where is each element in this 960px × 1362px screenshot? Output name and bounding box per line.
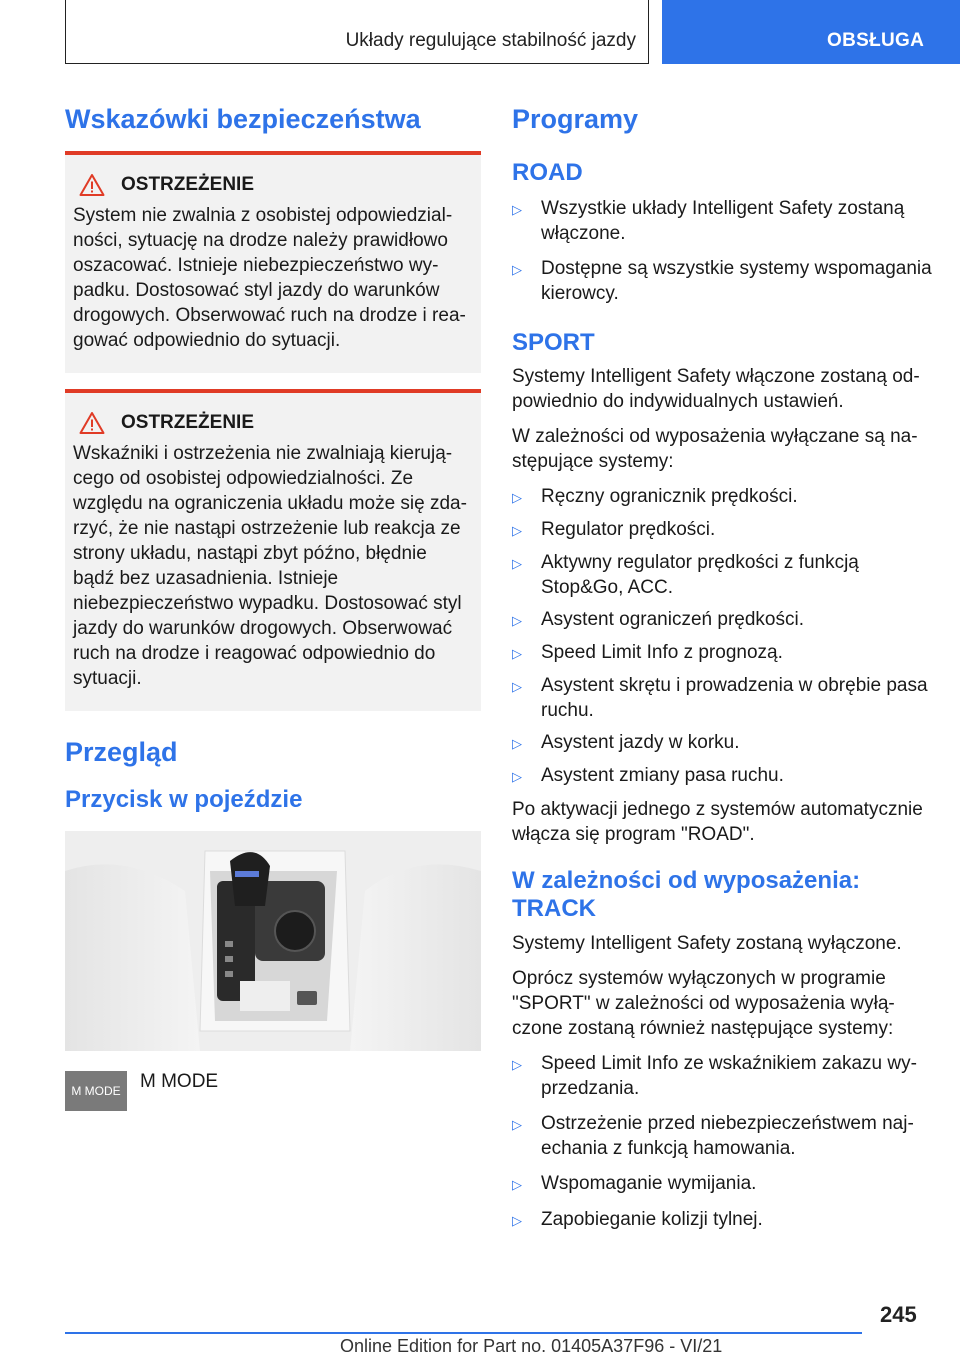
footer-edition: Online Edition for Part no. 01405A37F96 - VI/21 [340,1336,723,1356]
list-item: ▷ Regulator prędkości. [512,517,932,543]
center-console-photo [65,831,481,1051]
track-list [512,1051,932,1233]
track-paragraph-2: Oprócz systemów wyłączonych w programie "SPORT" w zależności od wyposażenia wyłączone zostaną również następujące systemy: [512,968,895,1039]
m-mode-button-icon: M MODE [65,1071,127,1111]
header-chapter-title: OBSŁUGA [827,30,925,51]
warning-heading-2 [79,409,473,437]
triangle-bullet-icon: ▷ [512,1177,522,1192]
header-chapter-tab [662,0,960,64]
sport-paragraph-3: Po aktywacji jednego z systemów automatycznie włącza się program "ROAD". [512,799,923,845]
track-paragraph-1: Systemy Intelligent Safety zostaną wyłączone. [512,933,902,954]
list-item: ▷ Ręczny ogranicznik prędkości. [512,484,932,510]
page-number: 245 [880,1302,917,1327]
warning-label-1: OSTRZEŻENIE [121,174,255,195]
warning-box-2 [65,389,481,711]
triangle-bullet-icon: ▷ [512,646,522,661]
warning-triangle-icon [79,411,105,435]
triangle-bullet-icon: ▷ [512,490,522,505]
triangle-bullet-icon: ▷ [512,613,522,628]
list-item: ▷ Asystent ograniczeń prędkości. [512,607,932,633]
warning-box-1 [65,151,481,373]
list-item: ▷ Wspomaganie wymijania. [512,1171,932,1197]
list-item: ▷ Speed Limit Info ze wskaźnikiem zakazu wyprzedzania. [512,1053,917,1099]
road-heading: ROAD [512,159,583,186]
triangle-bullet-icon: ▷ [512,523,522,538]
sport-heading: SPORT [512,329,595,356]
m-mode-legend [65,1071,481,1111]
triangle-bullet-icon: ▷ [512,1117,522,1132]
sport-list [512,484,932,789]
warning-heading-1 [79,171,473,199]
right-column [512,100,932,1233]
warning-text-2: Wskaźniki i ostrzeżenia nie zwalniają kierującego od osobistej odpowiedzialności. Ze względu na ograniczenia układu może się zdarzyć, że nie nastąpi ostrzeżenie lub reakcja ze strony układu, nastąpi zbyt późno, błędnie bądź bez uzasadnienia. Istnieje niebezpieczeństwo wypadku. Dostosować styl jazdy do warunków drogowych. Obserwować ruch na drodze i reagować odpowiednio do sytuacji. [73,443,467,689]
list-item: ▷ Wszystkie układy Intelligent Safety zostaną włączone. [512,198,905,244]
list-item: ▷ Speed Limit Info z prognozą. [512,640,932,666]
triangle-bullet-icon: ▷ [512,262,522,277]
road-list [512,196,932,306]
header-section-box [65,0,649,64]
list-item: ▷ Zapobieganie kolizji tylnej. [512,1207,932,1233]
button-in-vehicle-title: Przycisk w pojeździe [65,786,303,813]
list-item: ▷ Asystent zmiany pasa ruchu. [512,763,932,789]
programs-title: Programy [512,104,639,134]
m-mode-caption: M MODE [140,1071,219,1092]
list-item: ▷ Ostrzeżenie przed niebezpieczeństwem najechania z funkcją hamowania. [512,1113,914,1159]
triangle-bullet-icon: ▷ [512,679,522,694]
footer-divider [65,1332,862,1334]
warning-triangle-icon [79,173,105,197]
triangle-bullet-icon: ▷ [512,769,522,784]
triangle-bullet-icon: ▷ [512,736,522,751]
triangle-bullet-icon: ▷ [512,1213,522,1228]
center-console-illustration [65,831,481,1051]
sport-paragraph-2: W zależności od wyposażenia wyłączane są następujące systemy: [512,426,918,472]
header-section-title: Układy regulujące stabilność jazdy [345,30,636,51]
list-item: ▷ Asystent skrętu i prowadzenia w obrębie pasa ruchu. [512,675,928,721]
warning-label-2: OSTRZEŻENIE [121,412,255,433]
overview-title: Przegląd [65,737,178,767]
track-heading: W zależności od wyposażenia: TRACK [512,867,861,922]
triangle-bullet-icon: ▷ [512,1057,522,1072]
warning-text-1: System nie zwalnia z osobistej odpowiedzialności, sytuację na drodze należy prawidłowo oszacować. Istnieje niebezpieczeństwo wypadku. Dostosować styl jazdy do warunków drogowych. Obserwować ruch na drodze i reagować odpowiednio do sytuacji. [73,205,466,351]
triangle-bullet-icon: ▷ [512,202,522,217]
triangle-bullet-icon: ▷ [512,556,522,571]
list-item: ▷ Dostępne są wszystkie systemy wspomagania kierowcy. [512,258,932,304]
sport-paragraph-1: Systemy Intelligent Safety włączone zostaną odpowiednio do indywidualnych ustawień. [512,366,920,412]
safety-title: Wskazówki bezpieczeństwa [65,104,421,134]
list-item: ▷ Aktywny regulator prędkości z funkcją Stop&Go, ACC. [512,552,859,598]
left-column [65,100,481,1111]
list-item: ▷ Asystent jazdy w korku. [512,730,932,756]
